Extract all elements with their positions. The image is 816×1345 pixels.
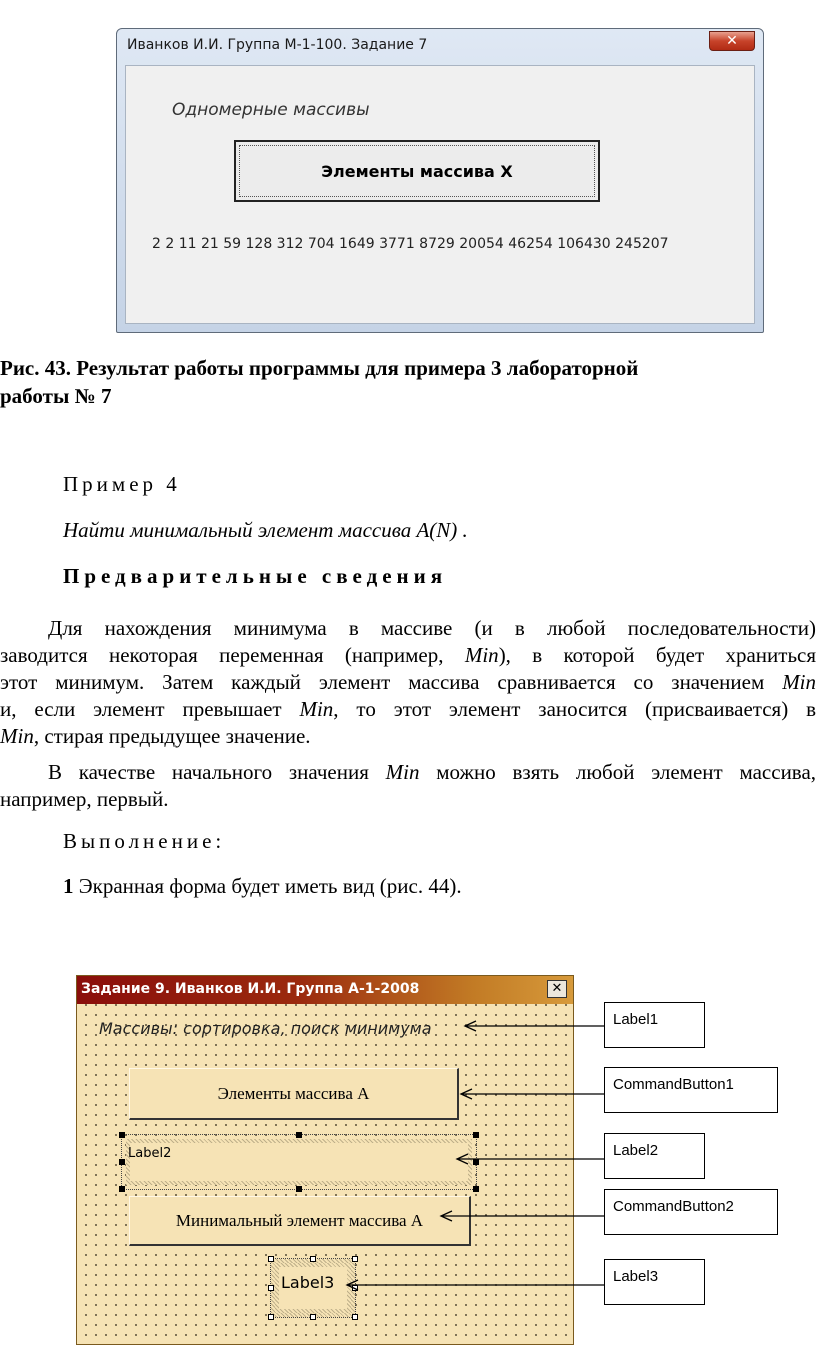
command-button-2[interactable] bbox=[129, 1196, 471, 1246]
prelim-heading: Предварительные сведения bbox=[63, 564, 448, 588]
label2-text: Label2 bbox=[128, 1146, 172, 1161]
callout-label1: Label1 bbox=[604, 1002, 705, 1048]
example-heading: Пример 4 bbox=[63, 472, 181, 496]
command-button-2-label: Минимальный элемент массива A bbox=[175, 1210, 424, 1230]
callout-commandbutton1: CommandButton1 bbox=[604, 1067, 778, 1113]
var-min: Min bbox=[782, 670, 816, 694]
step-1-text: Экранная форма будет иметь вид (рис. 44). bbox=[78, 874, 462, 898]
array-output-label: 2 2 11 21 59 128 312 704 1649 3771 8729 20054 46254 106430 245207 bbox=[152, 236, 669, 252]
command-button-1-label: Элементы массива A bbox=[217, 1083, 370, 1103]
paragraph-min-search bbox=[0, 615, 816, 750]
paragraph2-line2: например, первый. bbox=[0, 787, 169, 811]
var-min: Min bbox=[385, 760, 420, 784]
callout-label2: Label2 bbox=[604, 1133, 705, 1179]
execution-heading: Выполнение: bbox=[63, 829, 226, 853]
paragraph-initial-value bbox=[0, 759, 816, 813]
task-text: Найти минимальный элемент массива A(N) . bbox=[63, 518, 468, 542]
design-form-titlebar bbox=[77, 976, 573, 1004]
array-elements-x-button-label: Элементы массива X bbox=[321, 161, 513, 181]
paragraph1-line4: и, если элемент превышает Min, то этот элемент заносится (присваивается) в bbox=[0, 697, 816, 721]
label3-text: Label3 bbox=[281, 1273, 335, 1292]
label3[interactable] bbox=[271, 1259, 355, 1317]
paragraph1-line5: Min, стирая предыдущее значение. bbox=[0, 724, 311, 748]
label1: Массивы: сортировка, поиск минимума bbox=[99, 1019, 432, 1038]
callout-commandbutton2: CommandButton2 bbox=[604, 1189, 778, 1235]
design-form-window bbox=[76, 975, 574, 1345]
step-1-number: 1 bbox=[63, 874, 74, 898]
array-elements-x-button[interactable] bbox=[234, 140, 600, 202]
figure-43-caption bbox=[0, 354, 800, 410]
paragraph1-line1: Для нахождения минимума в массиве (и в любой последовательности) bbox=[48, 616, 816, 640]
arrays-caption-label: Одномерные массивы bbox=[172, 100, 370, 120]
result-window bbox=[116, 28, 764, 333]
figure-43-caption-line1: Рис. 43. Результат работы программы для примера 3 лабораторной bbox=[0, 356, 639, 380]
result-window-client bbox=[125, 65, 755, 324]
paragraph1-line3: этот минимум. Затем каждый элемент массива сравнивается со значением Min bbox=[0, 670, 816, 694]
design-form-title: Задание 9. Иванков И.И. Группа А-1-2008 bbox=[81, 981, 420, 997]
var-min: Min bbox=[464, 643, 499, 667]
callout-label3: Label3 bbox=[604, 1259, 705, 1305]
close-icon[interactable]: ✕ bbox=[547, 980, 567, 998]
close-icon[interactable]: ✕ bbox=[709, 31, 755, 51]
var-min: Min bbox=[0, 724, 34, 748]
step-1 bbox=[63, 874, 462, 899]
figure-43-caption-line2: работы № 7 bbox=[0, 384, 112, 408]
command-button-1[interactable] bbox=[129, 1068, 459, 1120]
var-min: Min bbox=[299, 697, 334, 721]
paragraph1-line2: заводится некоторая переменная (например, Min), в которой будет храниться bbox=[0, 643, 816, 667]
label2[interactable] bbox=[122, 1135, 476, 1189]
paragraph2-line1: В качестве начального значения Min можно взять любой элемент массива, bbox=[48, 760, 816, 784]
result-window-title: Иванков И.И. Группа М-1-100. Задание 7 bbox=[127, 37, 428, 53]
